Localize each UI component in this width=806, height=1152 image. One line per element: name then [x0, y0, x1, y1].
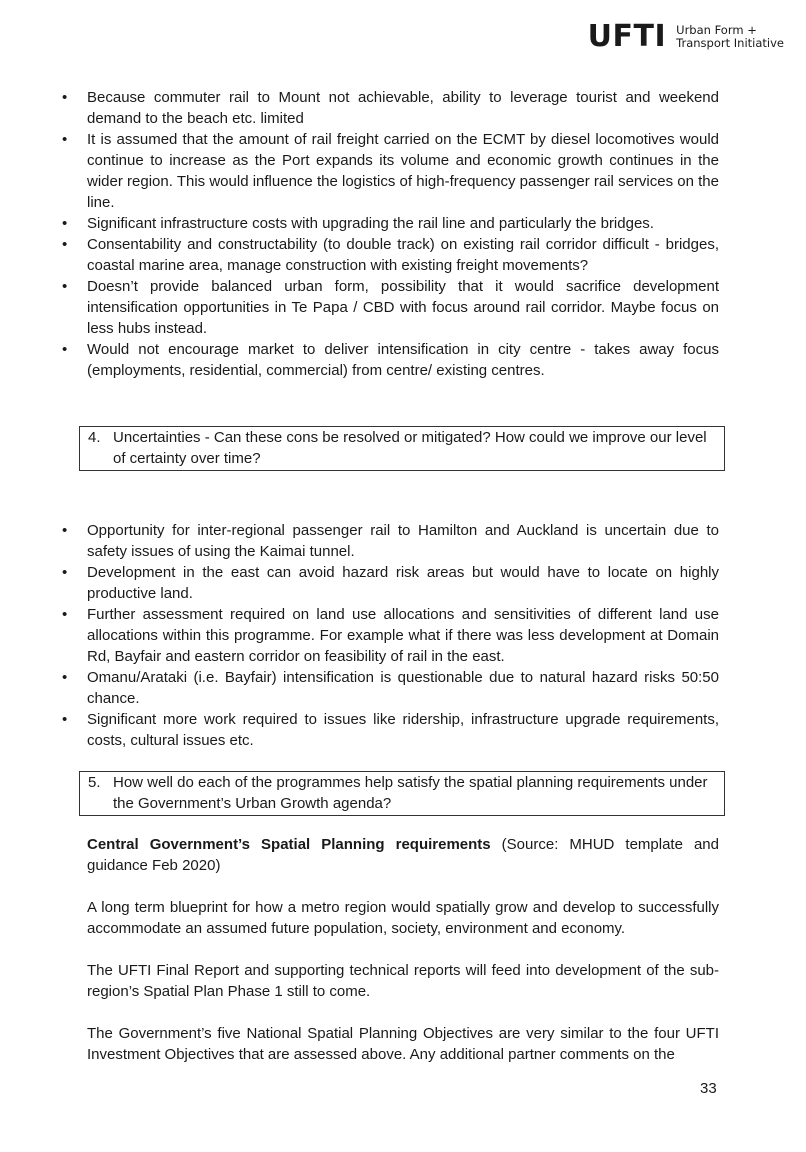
- question-number: 4.: [88, 429, 101, 446]
- list-item: • Significant infrastructure costs with upgrading the rail line and particularly the bridges.: [87, 213, 719, 234]
- logo-mark: UFTI: [587, 19, 667, 54]
- logo-line-1: Urban Form +: [676, 23, 757, 37]
- list-item: • Omanu/Arataki (i.e. Bayfair) intensification is questionable due to natural hazard risks 50:50 chance.: [87, 667, 719, 709]
- logo-line-2: Transport Initiative: [676, 36, 784, 50]
- list-item: • Development in the east can avoid hazard risk areas but would have to locate on highly productive land.: [87, 562, 719, 604]
- question-number: 5.: [88, 774, 101, 791]
- logo-text: [676, 24, 784, 50]
- list-item: • Consentability and constructability (to double track) on existing rail corridor difficult - bridges, coastal marine area, manage construction with existing freight movements?: [87, 234, 719, 276]
- list-item: • It is assumed that the amount of rail freight carried on the ECMT by diesel locomotives would continue to increase as the Port expands its volume and economic growth continues in the wider region. This would influence the logistics of high-frequency passenger rail services on the line.: [87, 129, 719, 213]
- heading-source: (Source: MHUD template and guidance Feb 2020): [87, 836, 719, 874]
- list-item: • Would not encourage market to deliver intensification in city centre - takes away focus (employments, residential, commercial) from centre/ existing centres.: [87, 339, 719, 381]
- page-number: 33: [700, 1080, 717, 1097]
- cons-bullet-list: [87, 87, 719, 381]
- heading-bold: Central Government’s Spatial Planning requirements: [87, 836, 491, 853]
- list-item: • Doesn’t provide balanced urban form, possibility that it would sacrifice development intensification opportunities in Te Papa / CBD with focus around rail corridor. Maybe focus on less hubs instead.: [87, 276, 719, 339]
- paragraph: The UFTI Final Report and supporting technical reports will feed into development of the sub-region’s Spatial Plan Phase 1 still to come.: [87, 962, 719, 1000]
- uncertainty-section: [87, 520, 719, 751]
- cons-section: [87, 87, 719, 381]
- question-text: How well do each of the programmes help satisfy the spatial planning requirements under the Government’s Urban Growth agenda?: [113, 774, 708, 812]
- list-item: • Significant more work required to issues like ridership, infrastructure upgrade requirements, costs, cultural issues etc.: [87, 709, 719, 751]
- spatial-planning-section: [87, 834, 719, 1065]
- list-item: • Because commuter rail to Mount not achievable, ability to leverage tourist and weekend demand to the beach etc. limited: [87, 87, 719, 129]
- section-heading: [87, 834, 719, 876]
- uncertainty-bullet-list: [87, 520, 719, 751]
- question-text: Uncertainties - Can these cons be resolved or mitigated? How could we improve our level of certainty over time?: [113, 429, 707, 467]
- list-item: • Opportunity for inter-regional passenger rail to Hamilton and Auckland is uncertain due to safety issues of using the Kaimai tunnel.: [87, 520, 719, 562]
- ufti-logo: [587, 19, 784, 54]
- paragraph: The Government’s five National Spatial Planning Objectives are very similar to the four UFTI Investment Objectives that are assessed above. Any additional partner comments on the: [87, 1025, 719, 1063]
- question-4-box: [79, 426, 725, 471]
- question-5-box: [79, 771, 725, 816]
- list-item: • Further assessment required on land use allocations and sensitivities of different land use allocations within this programme. For example what if there was less development at Domain Rd, Bayfair and eastern corridor on feasibility of rail in the east.: [87, 604, 719, 667]
- paragraph: A long term blueprint for how a metro region would spatially grow and develop to successfully accommodate an assumed future population, society, environment and economy.: [87, 899, 719, 937]
